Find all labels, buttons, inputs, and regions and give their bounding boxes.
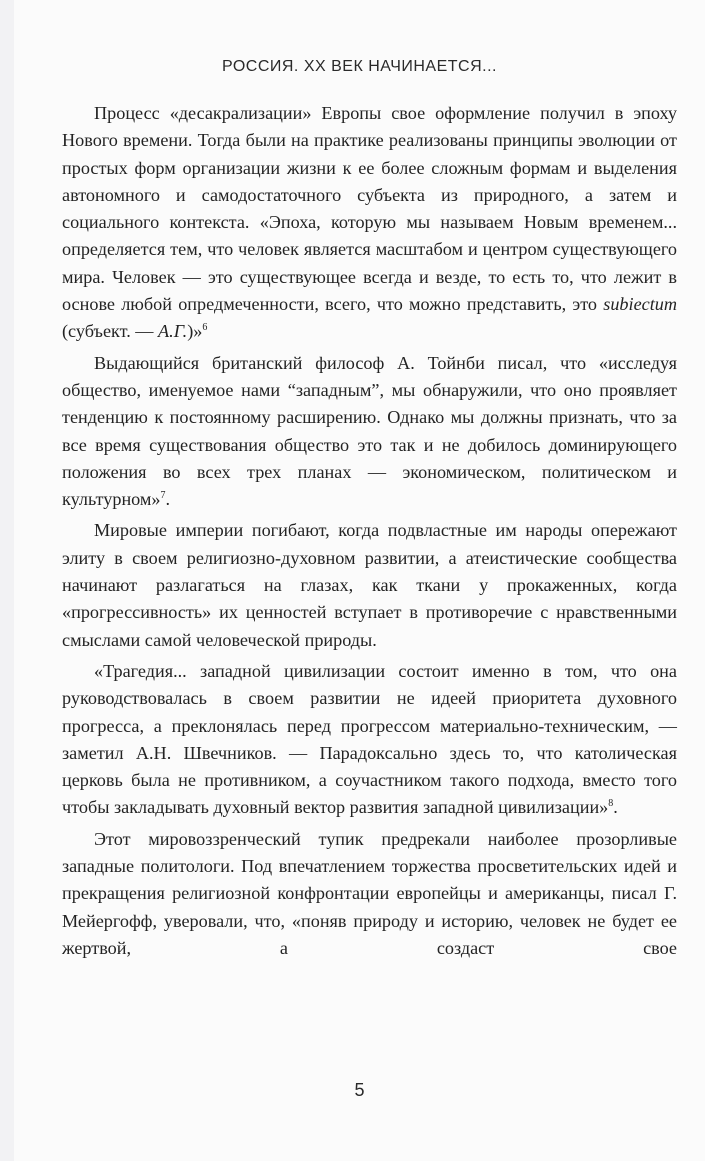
paragraph-1-text-end: )»	[187, 321, 203, 342]
paragraph-1-italic-term: subiectum	[603, 294, 677, 315]
paragraph-2-text: Выдающийся британский философ А. Тойнби писал, что «исследуя общество, именуемое нами “западным”, мы обнаружили, что оно проявляет тенденцию к постоянному расширению. Однако мы должны признать, что за все время существования общество это так и не добилось доминирующего положения во всех трех планах — экономическом, политическом и культурном»	[62, 352, 677, 510]
paragraph-5	[62, 826, 677, 962]
paragraph-2-text-after: .	[165, 489, 171, 510]
paragraph-4	[62, 658, 677, 822]
footnote-marker-6: 6	[202, 322, 208, 334]
body-text	[62, 100, 677, 966]
paragraph-1-text: Процесс «десакрализации» Европы свое оформление получил в эпоху Нового времени. Тогда были на практике реализованы принципы эволюции от простых форм организации жизни к ее более сложным формам и выделения автономного и самодостаточного субъекта из природного, а затем и социального контекста. «Эпоха, которую мы называем Новым временем... определяется тем, что человек является масштабом и центром существующего мира. Человек — это существующее всегда и везде, то есть то, что лежит в основе любой опредмеченности, всего, что можно представить, это	[62, 103, 677, 315]
paragraph-1-italic-initials: А.Г.	[158, 321, 188, 342]
paragraph-1	[62, 100, 677, 346]
paragraph-5-text: Этот мировоззренческий тупик предрекали наиболее прозорливые западные политологи. Под впечатлением торжества просветительских идей и прекращения религиозной конфронтации европейцы и американцы, писал Г. Мейергофф, уверовали, что, «поняв природу и историю, человек не будет ее жертвой, а создаст свое	[62, 828, 677, 958]
paragraph-4-text-after: .	[613, 797, 618, 818]
paragraph-2	[62, 350, 677, 514]
footnote-marker-7: 7	[160, 490, 166, 502]
running-header: РОССИЯ. XX ВЕК НАЧИНАЕТСЯ...	[222, 58, 497, 75]
page-number: 5	[354, 1080, 365, 1100]
footnote-marker-8: 8	[608, 798, 614, 810]
paragraph-4-text: «Трагедия... западной цивилизации состоит именно в том, что она руководствовалась в своем развитии не идеей приоритета духовного прогресса, а преклонялась перед прогрессом материально-техническим, — заметил А.Н. Швечников. — Парадоксально здесь то, что католическая церковь была не противником, а соучастником такого подхода, вместо того чтобы закладывать духовный вектор развития западной цивилизации»	[62, 660, 677, 818]
paragraph-1-text-mid: (субъект. —	[62, 321, 159, 342]
paragraph-3-text: Мировые империи погибают, когда подвластные им народы опережают элиту в своем религиозно-духовном развитии, а атеистические сообщества начинают разлагаться на глазах, как ткани у прокаженных, когда «прогрессивность» их ценностей вступает в противоречие с нравственными смыслами самой человеческой природы.	[62, 520, 677, 650]
paragraph-3	[62, 517, 677, 653]
